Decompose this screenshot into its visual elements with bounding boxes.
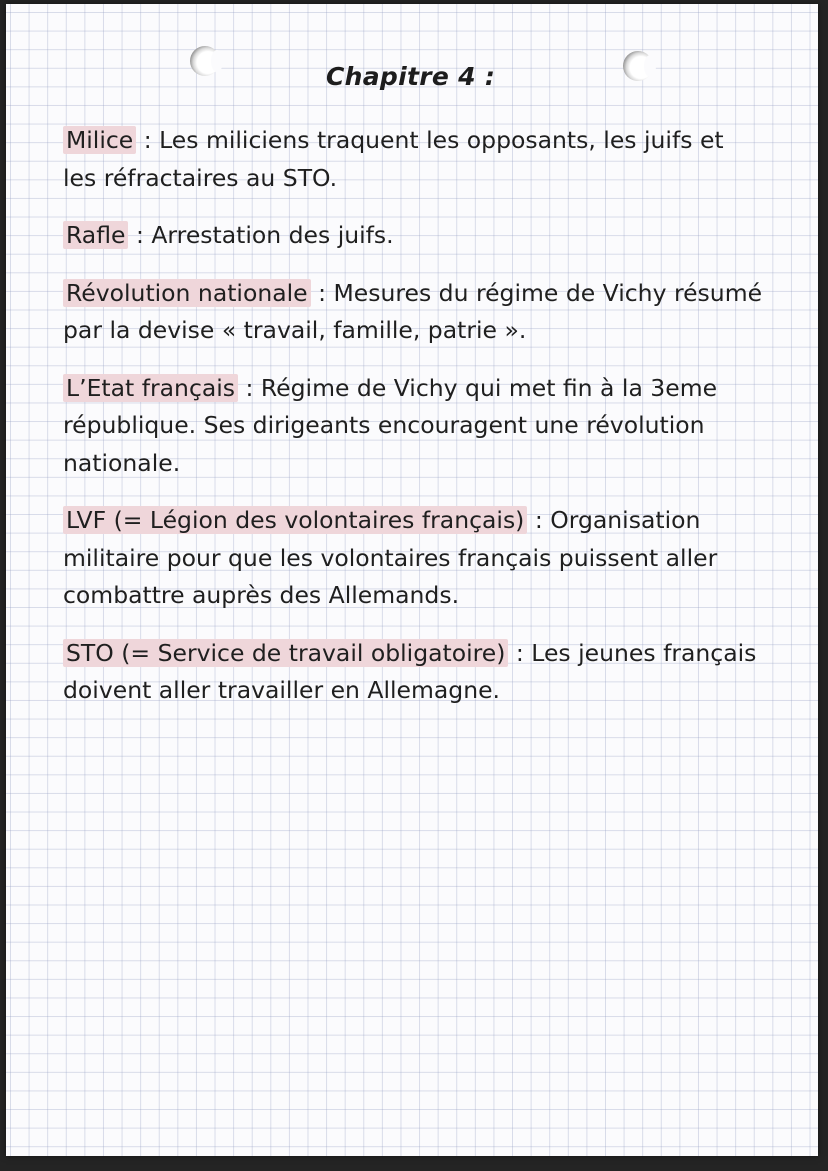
punch-hole-left <box>190 46 220 76</box>
definition-text: Mesures du régime de Vichy résumé par la devise « travail, famille, patrie ». <box>63 278 763 344</box>
term-highlight: Rafle <box>63 221 128 249</box>
separator: : <box>527 506 551 534</box>
definition-text: Arrestation des juifs. <box>151 221 394 249</box>
term-highlight: L’Etat français <box>63 374 238 402</box>
term-highlight: Révolution nationale <box>63 279 311 307</box>
definition-text: Les jeunes français doivent aller travailler en Allemagne. <box>63 638 757 704</box>
definition-entry-rafle <box>63 217 763 255</box>
punch-hole-right <box>623 51 653 81</box>
separator: : <box>238 373 261 402</box>
separator: : <box>310 278 334 307</box>
grid-paper-sheet <box>6 4 818 1156</box>
separator: : <box>136 126 160 154</box>
definition-text: Les miliciens traquent les opposants, les juifs et les réfractaires au STO. <box>63 126 724 192</box>
term-highlight: Milice <box>63 126 136 154</box>
separator: : <box>128 221 152 249</box>
definition-text: Régime de Vichy qui met fin à la 3eme république. Ses dirigeants encouragent une révolution nationale. <box>63 373 718 477</box>
term-highlight: STO (= Service de travail obligatoire) <box>63 639 508 667</box>
definitions-list <box>63 122 763 730</box>
definition-entry-revolution-nationale <box>63 275 763 350</box>
page-title: Chapitre 4 : <box>326 62 496 91</box>
definition-entry-milice <box>63 122 763 197</box>
term-highlight: LVF (= Légion des volontaires français) <box>63 506 527 534</box>
definition-text: Organisation militaire pour que les volontaires français puissent aller combattre auprès des Allemands. <box>63 506 718 609</box>
definition-entry-etat-francais <box>63 370 763 483</box>
definition-entry-lvf <box>63 502 763 615</box>
definition-entry-sto <box>63 635 763 710</box>
separator: : <box>508 638 532 667</box>
